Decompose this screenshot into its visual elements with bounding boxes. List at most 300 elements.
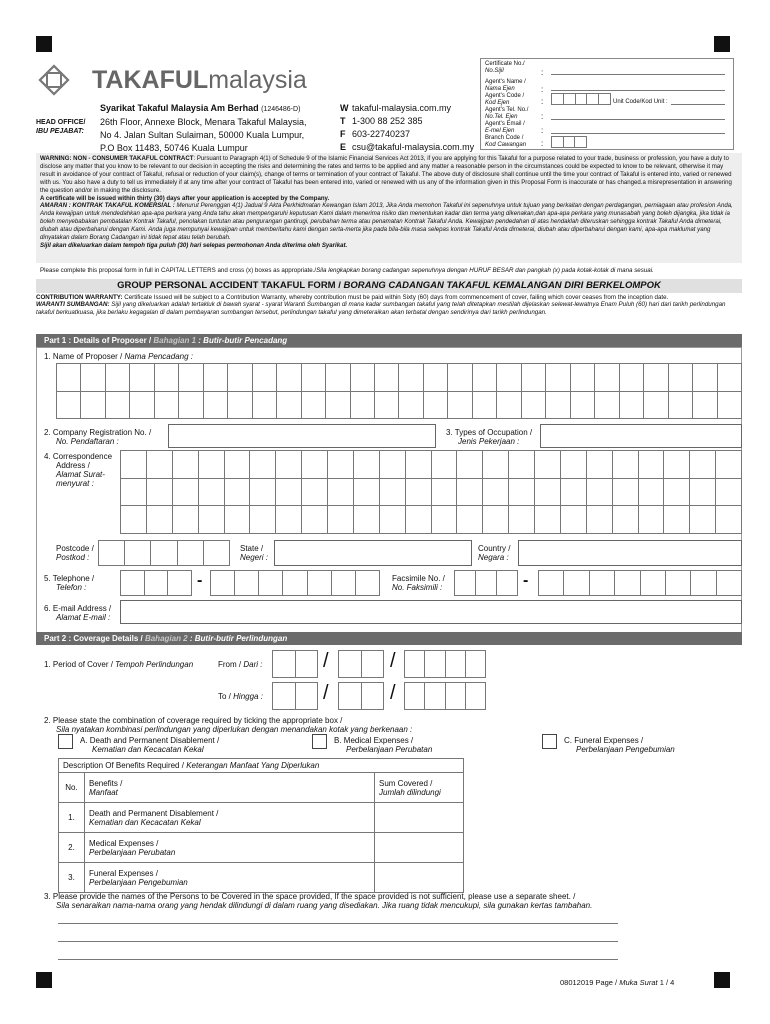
logo-text-light: malaysia: [208, 66, 307, 94]
input-cell[interactable]: [302, 506, 328, 534]
input-cell[interactable]: [406, 506, 432, 534]
input-cell[interactable]: [253, 392, 277, 420]
address-line-3: P.O Box 11483, 50746 Kuala Lumpur: [100, 143, 248, 153]
input-cell[interactable]: [535, 479, 561, 507]
input-cell[interactable]: [718, 392, 742, 420]
input-cell[interactable]: [595, 392, 619, 420]
row-benefit: Funeral Expenses /: [89, 868, 158, 878]
input-cell[interactable]: [296, 651, 319, 678]
input-cell[interactable]: [277, 392, 301, 420]
input-cell[interactable]: [106, 392, 130, 420]
row-no: 1.: [59, 803, 85, 833]
persons-covered-label: 3. Please provide the names of the Persons to be Covered in the space provided, If the space provided is not sufficient, please use a separate sheet. /: [44, 892, 576, 901]
input-cell[interactable]: [644, 392, 668, 420]
input-cell[interactable]: [362, 651, 385, 678]
col-no-header: No.: [59, 773, 85, 803]
input-cell[interactable]: [539, 571, 564, 596]
postcode-boxes[interactable]: [98, 540, 230, 566]
input-cell[interactable]: [691, 571, 716, 596]
to-day-boxes[interactable]: [272, 682, 318, 710]
input-cell[interactable]: [328, 451, 354, 479]
input-cell[interactable]: [424, 392, 448, 420]
input-cell[interactable]: [717, 571, 742, 596]
input-cell[interactable]: [302, 451, 328, 479]
input-cell[interactable]: [173, 451, 199, 479]
input-cell[interactable]: [639, 506, 665, 534]
input-cell[interactable]: [587, 451, 613, 479]
to-month-boxes[interactable]: [338, 682, 384, 710]
input-cell[interactable]: [121, 479, 147, 507]
input-cell[interactable]: [535, 451, 561, 479]
input-cell[interactable]: [664, 451, 690, 479]
input-cell[interactable]: [375, 364, 399, 392]
input-cell[interactable]: [155, 392, 179, 420]
fax-number-boxes[interactable]: [538, 570, 742, 596]
registration-mark-top-left: [36, 36, 52, 52]
input-cell[interactable]: [457, 451, 483, 479]
input-cell[interactable]: [716, 479, 742, 507]
option-c-checkbox[interactable]: [542, 734, 557, 749]
input-cell[interactable]: [151, 541, 177, 566]
instruction-ms: Sila lengkapkan borang cadangan sepenuhnya dengan HURUF BESAR dan pangkah (x) pada kotak-kotak di mana sesuai.: [316, 267, 654, 274]
fax-value: 603-22740237: [352, 129, 411, 139]
address-line-1: 26th Floor, Annexe Block, Menara Takaful Malaysia,: [100, 117, 307, 127]
colon: :: [541, 68, 544, 77]
q4-address-label-ms: Alamat Surat-: [56, 470, 105, 479]
input-cell[interactable]: [204, 392, 228, 420]
input-cell[interactable]: [669, 392, 693, 420]
registration-mark-bottom-right: [714, 972, 730, 988]
input-cell[interactable]: [466, 651, 486, 678]
input-cell[interactable]: [446, 683, 466, 710]
input-cell[interactable]: [432, 451, 458, 479]
input-cell[interactable]: [106, 364, 130, 392]
warranty-title-ms: WARANTI SUMBANGAN:: [36, 301, 110, 309]
agent-name-field[interactable]: [551, 79, 725, 91]
colon: :: [541, 139, 544, 148]
q4-address-label-2: Address /: [56, 461, 90, 470]
q2-company-reg-label: 2. Company Registration No. /: [44, 428, 152, 437]
input-cell[interactable]: [253, 364, 277, 392]
input-cell[interactable]: [590, 571, 615, 596]
head-office-label: HEAD OFFICE/: [36, 119, 86, 126]
input-cell[interactable]: [121, 451, 147, 479]
input-cell[interactable]: [425, 651, 445, 678]
input-cell[interactable]: [571, 364, 595, 392]
input-cell[interactable]: [356, 571, 380, 596]
input-cell[interactable]: [354, 506, 380, 534]
input-cell[interactable]: [354, 479, 380, 507]
input-cell[interactable]: [225, 506, 251, 534]
fax-dash: -: [523, 572, 529, 589]
benefits-table-title-en: Description Of Benefits Required /: [63, 761, 184, 770]
input-cell[interactable]: [339, 651, 362, 678]
logo-text-bold: TAKAFUL: [92, 66, 209, 94]
input-cell[interactable]: [473, 392, 497, 420]
input-cell[interactable]: [483, 506, 509, 534]
row-no: 2.: [59, 833, 85, 863]
input-cell[interactable]: [473, 364, 497, 392]
agent-info-box: [480, 58, 734, 150]
input-cell[interactable]: [639, 479, 665, 507]
input-cell[interactable]: [328, 479, 354, 507]
input-cell[interactable]: [250, 506, 276, 534]
q5-telephone-label-ms: Telefon :: [56, 583, 87, 592]
input-cell[interactable]: [613, 451, 639, 479]
warning-text: : Pursuant to Paragraph 4(1) of Schedule 9 of the Islamic Financial Services Act 2013, if you are applying for this Takaful for a purpose related to your trade, business or profession, you have a duty to disclose any matter that you know to be relevant to our decision in accepting the risks and determining the rates and terms to be applied and any matter a reasonable person in the circumstances could be expected to know to be relevant, otherwise it may result in avoidance of your contract of Takaful, refusal or reduction of your claim(s), change of terms or termination of your contract of Takaful. The above duty of disclosure shall continue until the time your contract of Takaful is entered into, varied or renewed with us. You also have a duty to tell us immediately if at any time after your contract of Takaful has been entered into, varied or renewed with us any of the information given in this Proposal Form is inaccurate or has changed.a misrepresentation in answering the question and/or in making the disclosure.: [40, 155, 732, 194]
from-month-boxes[interactable]: [338, 650, 384, 678]
input-cell[interactable]: [666, 571, 691, 596]
cert-no-label: Certificate No./: [485, 61, 525, 67]
q5-telephone-label: 5. Telephone /: [44, 574, 95, 583]
colon: :: [541, 126, 544, 135]
input-cell[interactable]: [664, 506, 690, 534]
input-cell[interactable]: [432, 479, 458, 507]
agent-code-boxes[interactable]: [551, 93, 611, 105]
input-cell[interactable]: [522, 392, 546, 420]
input-cell[interactable]: [561, 506, 587, 534]
part2-title-ms: : Butir-butir Perlindungan: [189, 634, 288, 643]
state-label: State /: [240, 544, 264, 553]
sum-covered-field[interactable]: [375, 863, 464, 893]
q1-name-label: 1. Name of Proposer /: [44, 352, 123, 361]
to-slash-1: /: [323, 682, 329, 704]
option-b-checkbox[interactable]: [312, 734, 327, 749]
row-benefit-ms: Kematian dan Kecacatan Kekal: [89, 817, 201, 827]
input-cell[interactable]: [620, 392, 644, 420]
warranty-title: CONTRIBUTION WARRANTY:: [36, 294, 123, 301]
input-cell[interactable]: [351, 364, 375, 392]
postcode-label-ms: Postkod :: [56, 553, 90, 562]
option-a-checkbox[interactable]: [58, 734, 73, 749]
input-cell[interactable]: [277, 364, 301, 392]
persons-covered-line-1[interactable]: [58, 910, 618, 924]
unit-code-label: Unit Code/Kod Unit :: [613, 99, 668, 105]
takaful-emblem-icon: [36, 62, 72, 98]
input-cell[interactable]: [561, 451, 587, 479]
input-cell[interactable]: [326, 392, 350, 420]
input-cell[interactable]: [81, 392, 105, 420]
input-cell[interactable]: [509, 479, 535, 507]
country-label: Country /: [478, 544, 511, 553]
input-cell[interactable]: [457, 479, 483, 507]
agent-email-label-ms: E-mel Ejen: [485, 128, 515, 134]
input-cell[interactable]: [615, 571, 640, 596]
input-cell[interactable]: [690, 479, 716, 507]
input-cell[interactable]: [339, 683, 362, 710]
input-cell[interactable]: [308, 571, 332, 596]
q3-occupation-label: 3. Types of Occupation /: [446, 428, 533, 437]
input-cell[interactable]: [509, 451, 535, 479]
input-cell[interactable]: [121, 506, 147, 534]
from-label-ms: Dari :: [243, 660, 263, 669]
input-cell[interactable]: [204, 541, 230, 566]
fax-label: Facsimile No. /: [392, 574, 445, 583]
colon: :: [541, 97, 544, 106]
persons-covered-line-2[interactable]: [58, 928, 618, 942]
company-registration-field[interactable]: [168, 424, 436, 448]
warranty-text-ms: Sijil yang dikeluarkan adalah tertakluk di bawah syarat - syarat Waranti Sumbangan di mana kadar sumbangan takaful yang telah ditetapkan mestilah dijelaskan selewat-lewatnya Enam Puluh (60) hari dari tarikh perlindungan takaful berkuatkuasa, jika berlaku kegagalan di dalam pembayaran sumbangan tersebut, perlindungan takaful yang dimeteraikan akan terbatal dengan sendirinya dari tarikh perlindungan.: [36, 301, 726, 316]
input-cell[interactable]: [296, 683, 319, 710]
input-cell[interactable]: [399, 392, 423, 420]
input-cell[interactable]: [571, 392, 595, 420]
footer-page-number: 1 / 4: [659, 978, 675, 987]
input-cell[interactable]: [147, 479, 173, 507]
q4-address-label: 4. Correspondence: [44, 452, 113, 461]
input-cell[interactable]: [620, 364, 644, 392]
state-field[interactable]: [274, 540, 472, 566]
state-label-ms: Negeri :: [240, 553, 269, 562]
cert-no-label-ms: No.Sijil: [485, 68, 504, 74]
input-cell[interactable]: [399, 364, 423, 392]
input-cell[interactable]: [283, 571, 307, 596]
input-cell[interactable]: [332, 571, 356, 596]
input-cell[interactable]: [179, 364, 203, 392]
agent-email-field[interactable]: [551, 123, 725, 134]
registration-mark-bottom-left: [36, 972, 52, 988]
input-cell[interactable]: [613, 506, 639, 534]
input-cell[interactable]: [375, 392, 399, 420]
form-title-bar: [36, 279, 742, 293]
input-cell[interactable]: [448, 392, 472, 420]
agent-tel-label-ms: No.Tel. Ejen: [485, 114, 518, 120]
address-boxes[interactable]: [120, 450, 742, 534]
email-field[interactable]: [120, 600, 742, 624]
q1-name-label-ms: Nama Pencadang :: [124, 352, 193, 361]
input-cell[interactable]: [432, 506, 458, 534]
input-cell[interactable]: [561, 479, 587, 507]
input-cell[interactable]: [664, 479, 690, 507]
input-cell[interactable]: [476, 571, 497, 596]
row-no: 3.: [59, 863, 85, 893]
input-cell[interactable]: [693, 364, 717, 392]
website-link[interactable]: takaful-malaysia.com.my: [352, 103, 452, 113]
input-cell[interactable]: [121, 571, 145, 596]
input-cell[interactable]: [173, 479, 199, 507]
input-cell[interactable]: [179, 392, 203, 420]
input-cell[interactable]: [273, 651, 296, 678]
country-field[interactable]: [518, 540, 742, 566]
fax-key: F: [340, 129, 346, 139]
input-cell[interactable]: [178, 541, 204, 566]
period-of-cover-label-ms: Tempoh Perlindungan: [115, 660, 194, 669]
input-cell[interactable]: [276, 451, 302, 479]
input-cell[interactable]: [535, 506, 561, 534]
part2-header: [36, 632, 742, 645]
to-slash-2: /: [390, 682, 396, 704]
telephone-dash: -: [197, 572, 203, 589]
input-cell[interactable]: [354, 451, 380, 479]
input-cell[interactable]: [380, 506, 406, 534]
input-cell[interactable]: [211, 571, 235, 596]
input-cell[interactable]: [644, 364, 668, 392]
q6-email-label-ms: Alamat E-mail :: [56, 613, 111, 622]
input-cell[interactable]: [483, 479, 509, 507]
input-cell[interactable]: [351, 392, 375, 420]
input-cell[interactable]: [57, 364, 81, 392]
page-footer: [560, 978, 674, 987]
input-cell[interactable]: [168, 571, 192, 596]
fax-prefix-boxes[interactable]: [454, 570, 518, 596]
input-cell[interactable]: [483, 451, 509, 479]
input-cell[interactable]: [497, 571, 518, 596]
web-key: W: [340, 103, 349, 113]
telephone-value: 1-300 88 252 385: [352, 116, 423, 126]
col-sum-header: Sum Covered /: [379, 778, 433, 788]
input-cell[interactable]: [509, 506, 535, 534]
input-cell[interactable]: [405, 651, 425, 678]
input-cell[interactable]: [380, 479, 406, 507]
proposer-name-boxes[interactable]: [56, 363, 742, 419]
input-cell[interactable]: [155, 364, 179, 392]
input-cell[interactable]: [204, 364, 228, 392]
input-cell[interactable]: [199, 506, 225, 534]
occupation-field[interactable]: [540, 424, 742, 448]
input-cell[interactable]: [406, 479, 432, 507]
input-cell[interactable]: [147, 506, 173, 534]
input-cell[interactable]: [716, 506, 742, 534]
input-cell[interactable]: [497, 364, 521, 392]
input-cell[interactable]: [406, 451, 432, 479]
input-cell[interactable]: [99, 541, 125, 566]
input-cell[interactable]: [457, 506, 483, 534]
input-cell[interactable]: [587, 479, 613, 507]
branch-code-label-ms: Kod Cawangan: [485, 142, 527, 148]
input-cell[interactable]: [564, 571, 589, 596]
agent-name-label-ms: Nama Ejen: [485, 86, 515, 92]
input-cell[interactable]: [276, 506, 302, 534]
input-cell[interactable]: [228, 392, 252, 420]
part1-title-ms-pre: Bahagian 1: [153, 336, 197, 345]
input-cell[interactable]: [225, 451, 251, 479]
colon: :: [541, 85, 544, 94]
input-cell[interactable]: [448, 364, 472, 392]
col-benefits-header: Benefits /: [89, 778, 123, 788]
amaran-title: AMARAN : KONTRAK TAKAFUL KOMERSIAL :: [40, 202, 175, 210]
input-cell[interactable]: [690, 451, 716, 479]
input-cell[interactable]: [424, 364, 448, 392]
input-cell[interactable]: [587, 506, 613, 534]
telephone-prefix-boxes[interactable]: [120, 570, 192, 596]
input-cell[interactable]: [690, 506, 716, 534]
input-cell[interactable]: [199, 479, 225, 507]
input-cell[interactable]: [147, 451, 173, 479]
row-benefit: Medical Expenses /: [89, 838, 159, 848]
amaran-text: Menurut Perenggan 4(1) Jadual 9 Akta Perkhidmatan Kewangan Islam 2013, Jika Anda memohon Takaful ini sepenuhnya untuk tujuan yang berkaitan dengan perdagangan, perniagaan atau profesion Anda, Anda kewajipan untuk mendedahkan apa-apa perkara yang Anda tahu akan mempengaruhi keputusan Kami dalam menerima risiko dan menentukan kadar dan terma yang dikenakan,dan apa-apa perkara yang munasabah yang boleh dijangka, jika tidak ia boleh menyebabakan pembatalan Kontrak Takaful, penolakan tuntutan atau pengurangan gantirugi, perubahan terma atau penamatan Kontrak Takaful Anda. Kewajipan pendedahan di atas hendaklah diteruskan sehingga kontrak Takaful Anda dimeterai, diubah atau diperbaharui dengan Kami. Anda juga mempunyai kewajipan untuk memberitahu kami dengan serta-merta jika pada bila-bila masa selepas kontrak Takaful Anda dimeterai, diubah atau diperbaharui dengan kami, apa-apa maklumat yang dinyatakan dalam Borang Cadangan ini tidak tepat atau telah berubah.: [40, 202, 733, 242]
persons-covered-line-3[interactable]: [58, 946, 618, 960]
from-day-boxes[interactable]: [272, 650, 318, 678]
input-cell[interactable]: [225, 479, 251, 507]
input-cell[interactable]: [595, 364, 619, 392]
input-cell[interactable]: [130, 392, 154, 420]
input-cell[interactable]: [362, 683, 385, 710]
input-cell[interactable]: [302, 392, 326, 420]
email-link[interactable]: csu@takaful-malaysia.com.my: [352, 142, 475, 152]
input-cell[interactable]: [425, 683, 445, 710]
input-cell[interactable]: [718, 364, 742, 392]
sum-covered-field[interactable]: [375, 803, 464, 833]
contribution-warranty: [36, 294, 742, 316]
input-cell[interactable]: [546, 364, 570, 392]
coverage-combination-label: 2. Please state the combination of coverage required by ticking the appropriate box /: [44, 716, 343, 725]
input-cell[interactable]: [639, 451, 665, 479]
persons-covered-label-ms: Sila senaraikan nama-nama orang yang hendak dilindungi di dalam ruang yang disediakan. Jika ruang tidak mencukupi, sila gunakan kertas tambahan.: [56, 901, 593, 910]
agent-code-label-ms: Kod Ejen: [485, 100, 510, 106]
input-cell[interactable]: [302, 364, 326, 392]
company-logo: [36, 62, 307, 98]
input-cell[interactable]: [228, 364, 252, 392]
input-cell[interactable]: [455, 571, 476, 596]
branch-code-boxes[interactable]: [551, 136, 587, 148]
cert-no-field[interactable]: [551, 63, 725, 75]
to-label-ms: Hingga :: [233, 692, 263, 701]
input-cell[interactable]: [81, 364, 105, 392]
input-cell[interactable]: [546, 392, 570, 420]
input-cell[interactable]: [328, 506, 354, 534]
input-cell[interactable]: [302, 479, 328, 507]
sijil-note: Sijil akan dikeluarkan dalam tempoh tiga puluh (30) hari selepas permohonan Anda diterima oleh Syarikat.: [40, 241, 348, 249]
unit-code-field[interactable]: [671, 95, 725, 105]
input-cell[interactable]: [641, 571, 666, 596]
agent-email-label: Agent's Email /: [485, 121, 525, 127]
period-of-cover-label: 1. Period of Cover /: [44, 660, 113, 669]
input-cell[interactable]: [273, 683, 296, 710]
certificate-note: A certificate will be issued within thirty (30) days after your application is accepted by the Company.: [40, 194, 330, 202]
input-cell[interactable]: [259, 571, 283, 596]
sum-covered-field[interactable]: [375, 833, 464, 863]
q4-address-label-ms-2: menyurat :: [56, 479, 94, 488]
input-cell[interactable]: [250, 479, 276, 507]
benefits-table-title-ms: Keterangan Manfaat Yang Diperlukan: [186, 761, 320, 770]
input-cell[interactable]: [173, 506, 199, 534]
option-b-label: B. Medical Expenses /: [334, 736, 414, 745]
input-cell[interactable]: [130, 364, 154, 392]
input-cell[interactable]: [522, 364, 546, 392]
benefits-table: [58, 758, 464, 893]
input-cell[interactable]: [716, 451, 742, 479]
input-cell[interactable]: [145, 571, 169, 596]
input-cell[interactable]: [57, 392, 81, 420]
warranty-text: Certificate Issued will be subject to a Contribution Warranty, whereby contribution must be paid within Sixty (60) days from commencement of cover, failing which cover ceases from the inception date.: [124, 294, 669, 301]
input-cell[interactable]: [497, 392, 521, 420]
part1-title-ms: : Butir-butir Pencadang: [198, 336, 288, 345]
input-cell[interactable]: [235, 571, 259, 596]
from-year-boxes[interactable]: [404, 650, 486, 678]
input-cell[interactable]: [250, 451, 276, 479]
input-cell[interactable]: [276, 479, 302, 507]
input-cell[interactable]: [613, 479, 639, 507]
agent-tel-field[interactable]: [551, 109, 725, 120]
input-cell[interactable]: [326, 364, 350, 392]
input-cell[interactable]: [405, 683, 425, 710]
to-label: To /: [218, 692, 231, 701]
q2-company-reg-label-ms: No. Pendaftaran :: [56, 437, 119, 446]
input-cell[interactable]: [199, 451, 225, 479]
agent-tel-label: Agent's Tel. No./: [485, 107, 529, 113]
input-cell[interactable]: [693, 392, 717, 420]
input-cell[interactable]: [466, 683, 486, 710]
input-cell[interactable]: [669, 364, 693, 392]
agent-code-label: Agent's Code /: [485, 93, 525, 99]
to-year-boxes[interactable]: [404, 682, 486, 710]
input-cell[interactable]: [380, 451, 406, 479]
telephone-number-boxes[interactable]: [210, 570, 380, 596]
registration-mark-top-right: [714, 36, 730, 52]
address-line-2: No 4. Jalan Sultan Sulaiman, 50000 Kuala Lumpur,: [100, 130, 305, 140]
from-slash-2: /: [390, 650, 396, 672]
input-cell[interactable]: [125, 541, 151, 566]
input-cell[interactable]: [446, 651, 466, 678]
